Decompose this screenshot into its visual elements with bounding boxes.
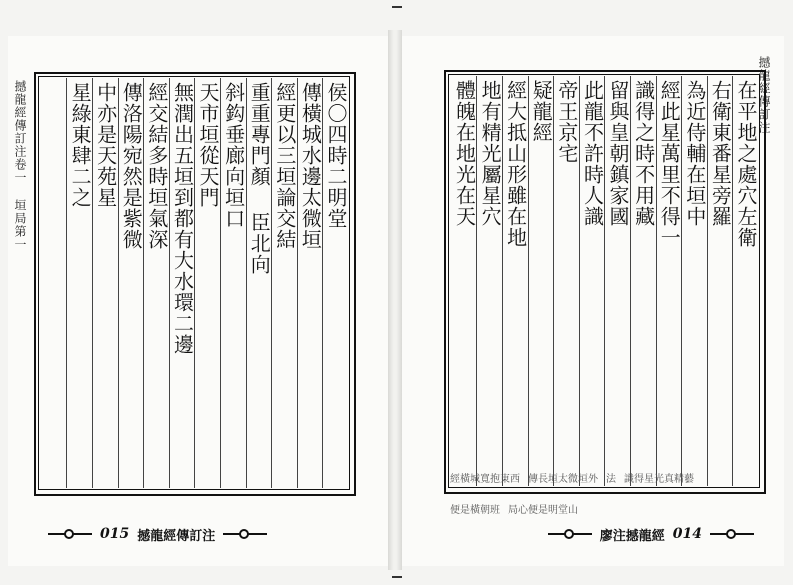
footer-ornament-icon	[548, 529, 592, 539]
left-col-2: 傳橫城水邊太微垣	[297, 78, 323, 488]
left-page-footer-title: 撼龍經傳訂注	[137, 528, 216, 544]
footer-ornament-icon	[710, 529, 754, 539]
left-col-1: 侯〇四時二明堂	[322, 78, 348, 488]
right-col-5: 識得之時不用藏	[630, 76, 656, 486]
left-col-4: 重重專門顏 臣北向	[246, 78, 272, 488]
left-col-6: 天市垣從天門	[194, 78, 220, 488]
footer-ornament-icon	[48, 529, 92, 539]
right-page-extra-lines	[402, 470, 784, 530]
right-col-12: 體魄在地光在天	[452, 80, 477, 227]
right-col-7: 此龍不許時人識	[579, 76, 605, 486]
right-extra-col-7: 法	[606, 474, 616, 485]
left-col-8: 經交結多時垣氣深	[143, 78, 169, 488]
left-page-columns	[40, 78, 348, 488]
right-col-11: 地有精光屬星穴	[476, 76, 502, 486]
right-col-9: 疑龍經	[528, 76, 554, 486]
left-col-5: 斜鈎垂廊向垣口	[220, 78, 246, 488]
right-col-4: 經此星萬里不得一	[656, 76, 682, 486]
left-page-footer	[48, 524, 267, 544]
footer-ornament-icon	[223, 529, 267, 539]
right-extra-tail-9: 局心便是明堂山	[508, 505, 578, 516]
right-extra-tail-6: 識得星光真精藝	[624, 474, 694, 485]
right-col-8: 帝王京宅	[553, 76, 579, 486]
left-col-10: 中亦是天苑星	[92, 78, 118, 488]
left-page	[8, 36, 388, 566]
left-page-margin-text: 撼龍經傳訂注卷一 垣局第一	[13, 80, 27, 251]
right-page-number: 014	[672, 526, 702, 542]
right-extra-tail-8: 便是橫朝班	[450, 505, 500, 516]
right-col-3: 為近侍輔在垣中	[681, 76, 707, 486]
right-col-1: 在平地之處穴左衛	[732, 76, 758, 486]
right-extra-col-5: 經橫城寬抱東西	[450, 474, 520, 485]
left-col-9: 傳洛陽宛然是紫微	[118, 78, 144, 488]
right-col-6: 留與皇朝鎮家國	[604, 76, 630, 486]
crop-mark	[392, 576, 402, 578]
left-col-12	[41, 78, 67, 488]
left-col-3: 經更以三垣論交結	[271, 78, 297, 488]
book-gutter	[388, 30, 402, 570]
left-page-number: 015	[100, 526, 130, 542]
right-page-margin-text: 撼龍經傳訂注	[757, 56, 771, 134]
crop-mark	[392, 6, 402, 8]
right-page-columns	[450, 76, 758, 486]
left-col-11: 星綠東肆二之	[66, 78, 92, 488]
left-col-7: 無潤出五垣到都有大水環二邊	[169, 78, 195, 488]
right-page-footer-title: 廖注撼龍經	[599, 528, 665, 544]
right-col-10: 經大抵山形雖在地	[502, 76, 528, 486]
right-col-2: 右衛東番星旁羅	[707, 76, 733, 486]
right-extra-col-6: 傳長垣太微垣外	[528, 474, 598, 485]
